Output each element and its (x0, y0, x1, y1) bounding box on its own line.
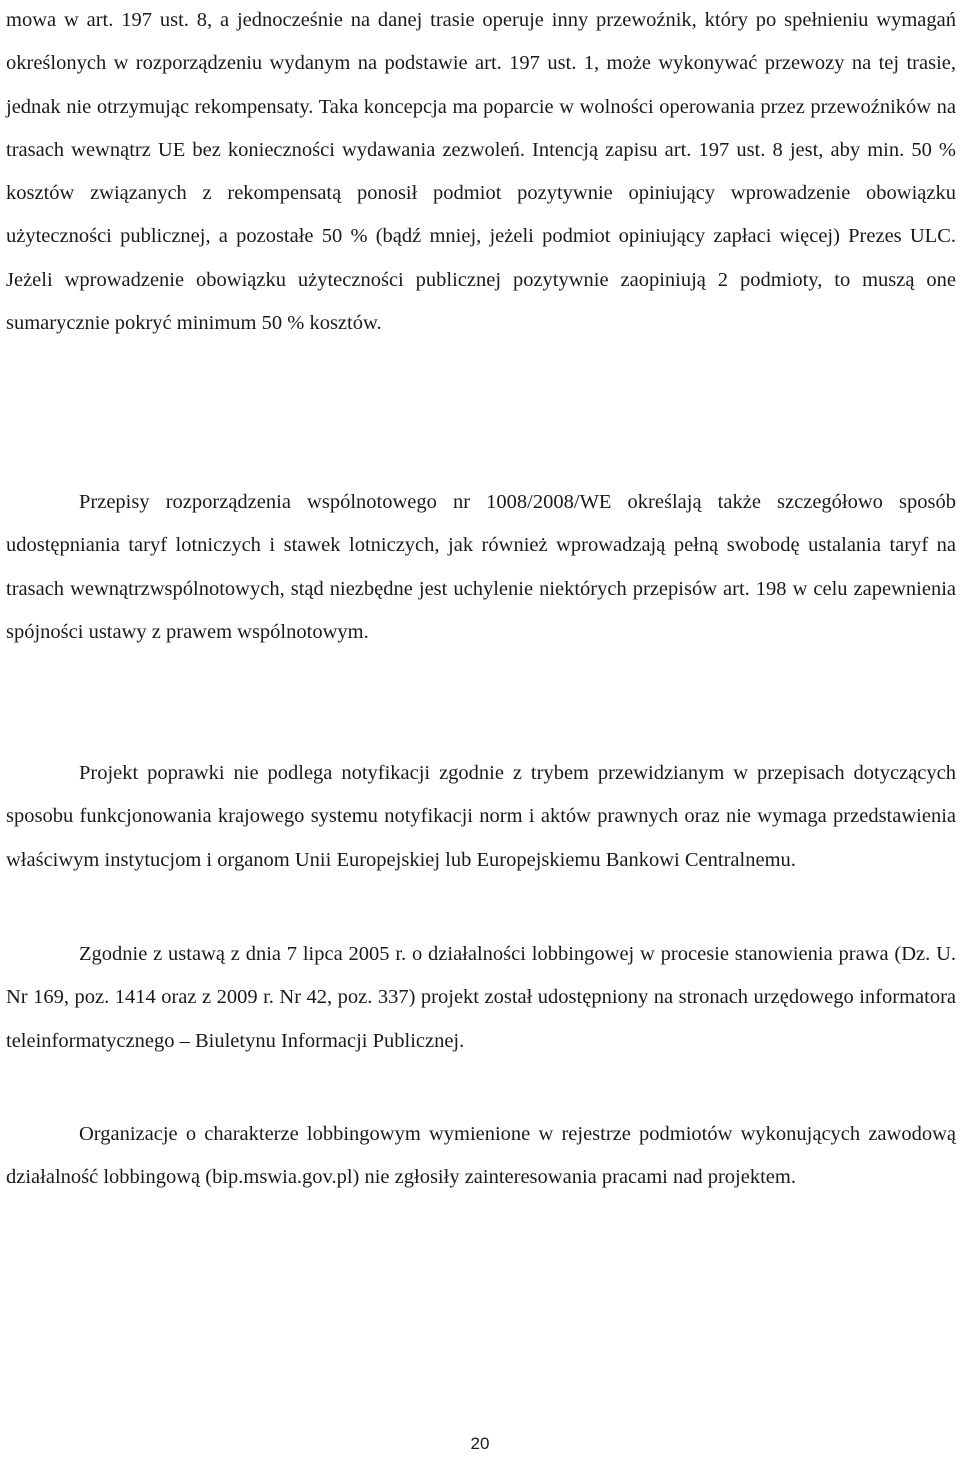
document-page (6, 0, 956, 1460)
body-paragraph: Przepisy rozporządzenia wspólnotowego nr 1008/2008/WE określają także szczegółowo sposób udostępniania taryf lotniczych i stawek lotniczych, jak również wprowadzają pełną swobodę ustalania taryf na trasach wewnątrzwspólnotowych, stąd niezbędne jest uchylenie niektórych przepisów art. 198 w celu zapewnienia spójności ustawy z prawem wspólnotowym. (6, 491, 956, 643)
body-paragraph: Zgodnie z ustawą z dnia 7 lipca 2005 r. o działalności lobbingowej w procesie stanowienia prawa (Dz. U. Nr 169, poz. 1414 oraz z 2009 r. Nr 42, poz. 337) projekt został udostępniony na stronach urzędowego informatora teleinformatycznego – Biuletynu Informacji Publicznej. (6, 943, 956, 1052)
body-paragraph: Projekt poprawki nie podlega notyfikacji zgodnie z trybem przewidzianym w przepisach dotyczących sposobu funkcjonowania krajowego systemu notyfikacji norm i aktów prawnych oraz nie wymaga przedstawienia właściwym instytucjom i organom Unii Europejskiej lub Europejskiemu Bankowi Centralnemu. (6, 762, 956, 871)
page-number: 20 (470, 1434, 490, 1453)
body-paragraph: Organizacje o charakterze lobbingowym wymienione w rejestrze podmiotów wykonujących zawodową działalność lobbingową (bip.mswia.gov.pl) nie zgłosiły zainteresowania pracami nad projektem. (6, 1123, 956, 1189)
body-paragraph: mowa w art. 197 ust. 8, a jednocześnie na danej trasie operuje inny przewoźnik, który po spełnieniu wymagań określonych w rozporządzeniu wydanym na podstawie art. 197 ust. 1, może wykonywać przewozy na tej trasie, jednak nie otrzymując rekompensaty. Taka koncepcja ma poparcie w wolności operowania przez przewoźników na trasach wewnątrz UE bez konieczności wydawania zezwoleń. Intencją zapisu art. 197 ust. 8 jest, aby min. 50 % kosztów związanych z rekompensatą ponosił podmiot pozytywnie opiniujący wprowadzenie obowiązku użyteczności publicznej, a pozostałe 50 % (bądź mniej, jeżeli podmiot opiniujący zapłaci więcej) Prezes ULC. Jeżeli wprowadzenie obowiązku użyteczności publicznej pozytywnie zaopiniują 2 podmioty, to muszą one sumarycznie pokryć minimum 50 % kosztów. (6, 9, 956, 335)
